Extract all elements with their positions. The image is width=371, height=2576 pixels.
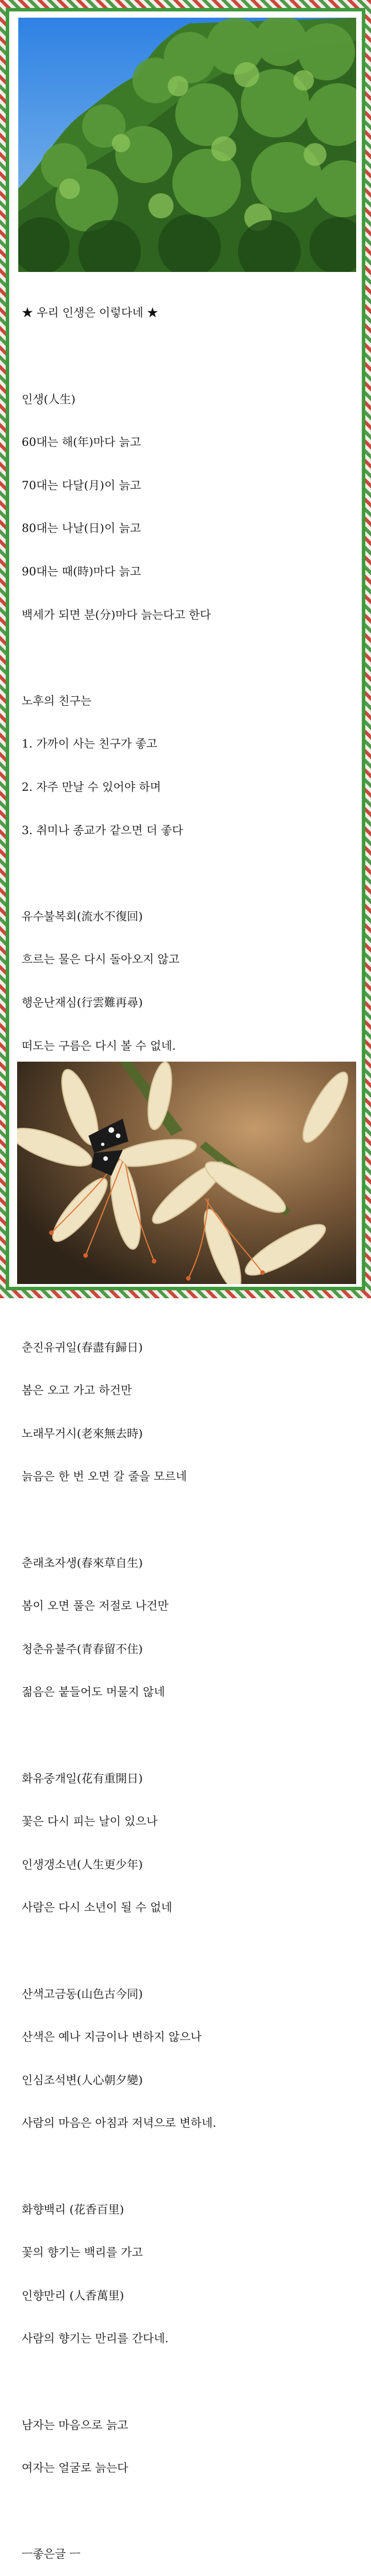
poem-line: 80대는 나날(日)이 늙고 xyxy=(22,521,142,535)
poem-line xyxy=(22,1728,353,1742)
poem-line: 유수불복회(流水不復回) xyxy=(22,909,143,923)
poem-line: 여자는 얼굴로 늙는다 xyxy=(22,2461,128,2475)
poem-line: 산색고금동(山色古今同) xyxy=(22,1986,143,2001)
poem-line: 60대는 해(年)마다 늙고 xyxy=(22,435,142,449)
poem-text xyxy=(22,277,353,2576)
poem-line: 산색은 예나 지금이나 변하지 않으나 xyxy=(22,2030,202,2044)
poem-line: 사람은 다시 소년이 될 수 없네 xyxy=(22,1900,172,1915)
poem-line xyxy=(22,2504,353,2518)
poem-line: 청춘유불주(青春留不住) xyxy=(22,1642,143,1656)
poem-source: ㅡ좋은글 ㅡ xyxy=(22,2547,80,2561)
poem-line: 1. 가까이 사는 친구가 좋고 xyxy=(22,737,158,751)
poem-line: 행운난재심(行雲難再尋) xyxy=(22,995,143,1009)
poem-line: 3. 취미나 종교가 같으면 더 좋다 xyxy=(22,823,183,837)
poem-line: 70대는 다달(月)이 늙고 xyxy=(22,478,142,492)
poem-line: 떠도는 구름은 다시 볼 수 없네. xyxy=(22,1038,176,1053)
poem-line: 봄이 오면 풀은 저절로 나건만 xyxy=(22,1599,169,1613)
poem-line xyxy=(22,2375,353,2389)
poem-line: 인생갱소년(人生更少年) xyxy=(22,1857,143,1871)
poem-line: 춘래초자생(春來草自生) xyxy=(22,1555,143,1570)
poem-line: 흐르는 물은 다시 돌아오지 않고 xyxy=(22,952,180,966)
poem-line: 늙음은 한 번 오면 갈 줄을 모르네 xyxy=(22,1469,187,1484)
poem-line: 노후의 친구는 xyxy=(22,693,92,708)
poem-line: 꽃의 향기는 백리를 가고 xyxy=(22,2245,143,2260)
poem-line xyxy=(22,1297,353,1311)
poem-line xyxy=(22,2159,353,2173)
poem-line: 노래무거시(老來無去時) xyxy=(22,1426,143,1440)
poem-line: 90대는 때(時)마다 늙고 xyxy=(22,564,142,578)
poem-line xyxy=(22,651,353,665)
poem-line: 2. 자주 만날 수 있어야 하며 xyxy=(22,779,162,794)
poem-line xyxy=(22,866,353,880)
poem-line: 화유중개일(花有重開日) xyxy=(22,1771,143,1785)
poem-line: 봄은 오고 가고 하건만 xyxy=(22,1383,132,1397)
poem-line: 춘진유귀일(春盡有歸日) xyxy=(22,1340,143,1354)
poem-line: 사람의 향기는 만리를 간다네. xyxy=(22,2331,169,2346)
poem-line: 인향만리 (人香萬里) xyxy=(22,2288,124,2302)
poem-line: 남자는 마음으로 늙고 xyxy=(22,2417,128,2432)
poem-line: 화향백리 (花香百里) xyxy=(22,2202,124,2216)
poem-line xyxy=(22,349,353,363)
poem-title: ★ 우리 인생은 이렇다네 ★ xyxy=(22,306,159,320)
poem-line: 인심조석변(人心朝夕變) xyxy=(22,2073,143,2087)
poem-line xyxy=(22,1513,353,1527)
poem-line: 사람의 마음은 아침과 저녁으로 변하네. xyxy=(22,2116,216,2130)
poem-line: 백세가 되면 분(分)마다 늙는다고 한다 xyxy=(22,607,211,621)
poem-line: 인생(人生) xyxy=(22,392,76,406)
poem-line: 꽃은 다시 피는 날이 있으나 xyxy=(22,1814,158,1829)
forest-photo xyxy=(18,18,356,272)
poem-line xyxy=(22,1944,353,1958)
lily-butterfly-photo xyxy=(17,1062,356,1284)
poem-line: 젊음은 붙들어도 머물지 않네 xyxy=(22,1685,165,1699)
